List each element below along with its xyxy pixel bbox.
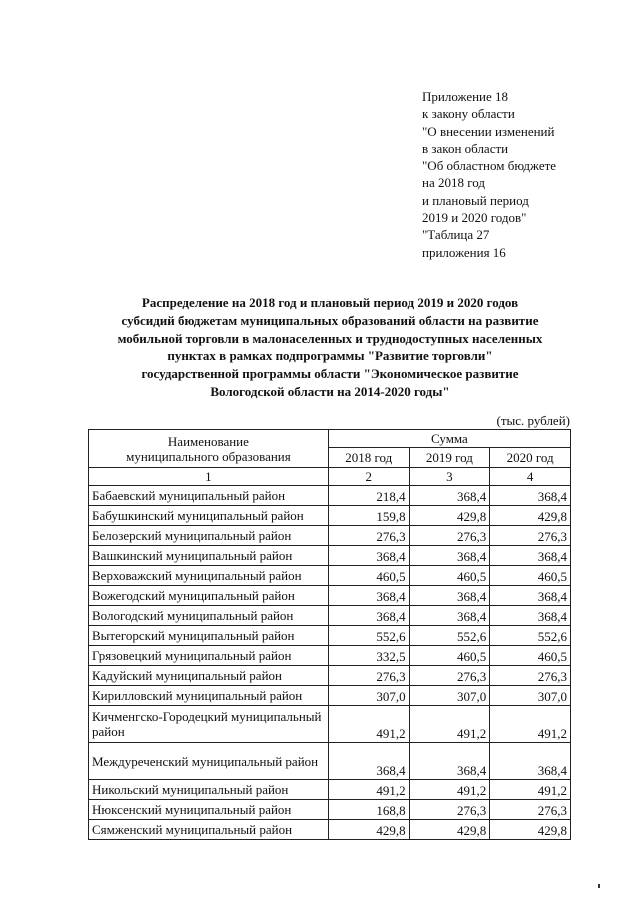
value-2018: 159,8 <box>328 506 409 526</box>
municipality-name: Бабаевский муниципальный район <box>89 486 329 506</box>
appendix-line: в закон области <box>422 140 509 156</box>
value-2020: 368,4 <box>490 743 571 780</box>
title-line: мобильной торговли в малонаселенных и труднодоступных населенных <box>117 330 543 346</box>
value-2020: 491,2 <box>490 706 571 743</box>
table-row <box>89 646 571 666</box>
appendix-line: приложения 16 <box>422 244 506 260</box>
table-row <box>89 706 571 743</box>
value-2020: 368,4 <box>490 586 571 606</box>
table-body <box>89 486 571 840</box>
value-2020: 552,6 <box>490 626 571 646</box>
value-2019: 368,4 <box>409 546 490 566</box>
appendix-line: "О внесении изменений <box>422 123 555 139</box>
appendix-line: "Об областном бюджете <box>422 158 557 174</box>
table-row <box>89 606 571 626</box>
table-row <box>89 800 571 820</box>
value-2019: 368,4 <box>409 743 490 780</box>
units-label: (тыс. рублей) <box>496 413 570 428</box>
value-2019: 460,5 <box>409 646 490 666</box>
municipality-name: Вашкинский муниципальный район <box>89 546 329 566</box>
header-year-2019: 2019 год <box>409 448 490 468</box>
municipality-name: Никольский муниципальный район <box>89 780 329 800</box>
value-2019: 429,8 <box>409 506 490 526</box>
appendix-line: Приложение 18 <box>422 89 509 104</box>
municipality-name: Верховажский муниципальный район <box>89 566 329 586</box>
value-2018: 368,4 <box>328 586 409 606</box>
table-row <box>89 686 571 706</box>
value-2018: 552,6 <box>328 626 409 646</box>
column-number: 2 <box>328 468 409 486</box>
municipality-name: Вожегодский муниципальный район <box>89 586 329 606</box>
header-name <box>89 430 329 468</box>
table-row <box>89 546 571 566</box>
value-2020: 307,0 <box>490 686 571 706</box>
appendix-line: к закону области <box>422 106 515 122</box>
value-2020: 460,5 <box>490 566 571 586</box>
table-row <box>89 820 571 840</box>
value-2018: 218,4 <box>328 486 409 506</box>
value-2018: 332,5 <box>328 646 409 666</box>
value-2019: 368,4 <box>409 586 490 606</box>
header-name-line1: Наименование <box>167 433 249 449</box>
value-2018: 491,2 <box>328 780 409 800</box>
value-2019: 368,4 <box>409 606 490 626</box>
municipality-name: Вологодский муниципальный район <box>89 606 329 626</box>
column-number: 3 <box>409 468 490 486</box>
municipality-name: Кичменгско-Городецкий муниципальный район <box>89 706 329 743</box>
municipality-name: Белозерский муниципальный район <box>89 526 329 546</box>
municipality-name: Грязовецкий муниципальный район <box>89 646 329 666</box>
value-2020: 491,2 <box>490 780 571 800</box>
table-row <box>89 743 571 780</box>
value-2018: 491,2 <box>328 706 409 743</box>
value-2019: 276,3 <box>409 666 490 686</box>
value-2019: 307,0 <box>409 686 490 706</box>
value-2019: 491,2 <box>409 780 490 800</box>
value-2020: 460,5 <box>490 646 571 666</box>
value-2018: 368,4 <box>328 743 409 780</box>
column-number: 4 <box>490 468 571 486</box>
municipality-name: Кадуйский муниципальный район <box>89 666 329 686</box>
table-row <box>89 526 571 546</box>
table-row <box>89 586 571 606</box>
page-mark <box>598 884 600 888</box>
value-2018: 276,3 <box>328 666 409 686</box>
value-2018: 368,4 <box>328 546 409 566</box>
header-year-2020: 2020 год <box>490 448 571 468</box>
appendix-note <box>422 88 612 261</box>
value-2018: 460,5 <box>328 566 409 586</box>
value-2020: 429,8 <box>490 820 571 840</box>
title-line: субсидий бюджетам муниципальных образований области на развитие <box>121 312 539 328</box>
municipality-name: Вытегорский муниципальный район <box>89 626 329 646</box>
value-2020: 368,4 <box>490 546 571 566</box>
value-2018: 168,8 <box>328 800 409 820</box>
value-2019: 368,4 <box>409 486 490 506</box>
value-2018: 429,8 <box>328 820 409 840</box>
title-line: пунктах в рамках подпрограммы "Развитие торговли" <box>167 348 493 364</box>
table-row <box>89 666 571 686</box>
value-2019: 276,3 <box>409 526 490 546</box>
value-2020: 429,8 <box>490 506 571 526</box>
appendix-line: "Таблица 27 <box>422 227 490 243</box>
table-row <box>89 780 571 800</box>
value-2020: 276,3 <box>490 666 571 686</box>
title-line: государственной программы области "Экономическое развитие <box>141 366 519 382</box>
value-2020: 368,4 <box>490 486 571 506</box>
value-2018: 368,4 <box>328 606 409 626</box>
table-row <box>89 626 571 646</box>
column-number: 1 <box>89 468 329 486</box>
municipality-name: Бабушкинский муниципальный район <box>89 506 329 526</box>
table-row <box>89 506 571 526</box>
document-title <box>60 294 600 401</box>
value-2020: 276,3 <box>490 800 571 820</box>
value-2019: 429,8 <box>409 820 490 840</box>
appendix-line: и плановый период <box>422 192 529 208</box>
municipality-name: Сямженский муниципальный район <box>89 820 329 840</box>
value-2019: 276,3 <box>409 800 490 820</box>
municipality-name: Нюксенский муниципальный район <box>89 800 329 820</box>
table-row <box>89 566 571 586</box>
title-line: Распределение на 2018 год и плановый период 2019 и 2020 годов <box>141 295 519 310</box>
value-2019: 491,2 <box>409 706 490 743</box>
value-2020: 276,3 <box>490 526 571 546</box>
title-line: Вологодской области на 2014-2020 годы" <box>210 383 450 399</box>
appendix-line: на 2018 год <box>422 175 485 191</box>
municipality-name: Кирилловский муниципальный район <box>89 686 329 706</box>
value-2019: 552,6 <box>409 626 490 646</box>
municipality-name: Междуреченский муниципальный район <box>89 743 329 780</box>
value-2018: 307,0 <box>328 686 409 706</box>
appendix-line: 2019 и 2020 годов" <box>422 210 527 226</box>
table-row <box>89 486 571 506</box>
value-2019: 460,5 <box>409 566 490 586</box>
value-2018: 276,3 <box>328 526 409 546</box>
header-name-line2: муниципального образования <box>126 448 291 464</box>
header-year-2018: 2018 год <box>328 448 409 468</box>
value-2020: 368,4 <box>490 606 571 626</box>
header-sum: Сумма <box>328 430 570 448</box>
subsidy-table <box>88 429 571 840</box>
